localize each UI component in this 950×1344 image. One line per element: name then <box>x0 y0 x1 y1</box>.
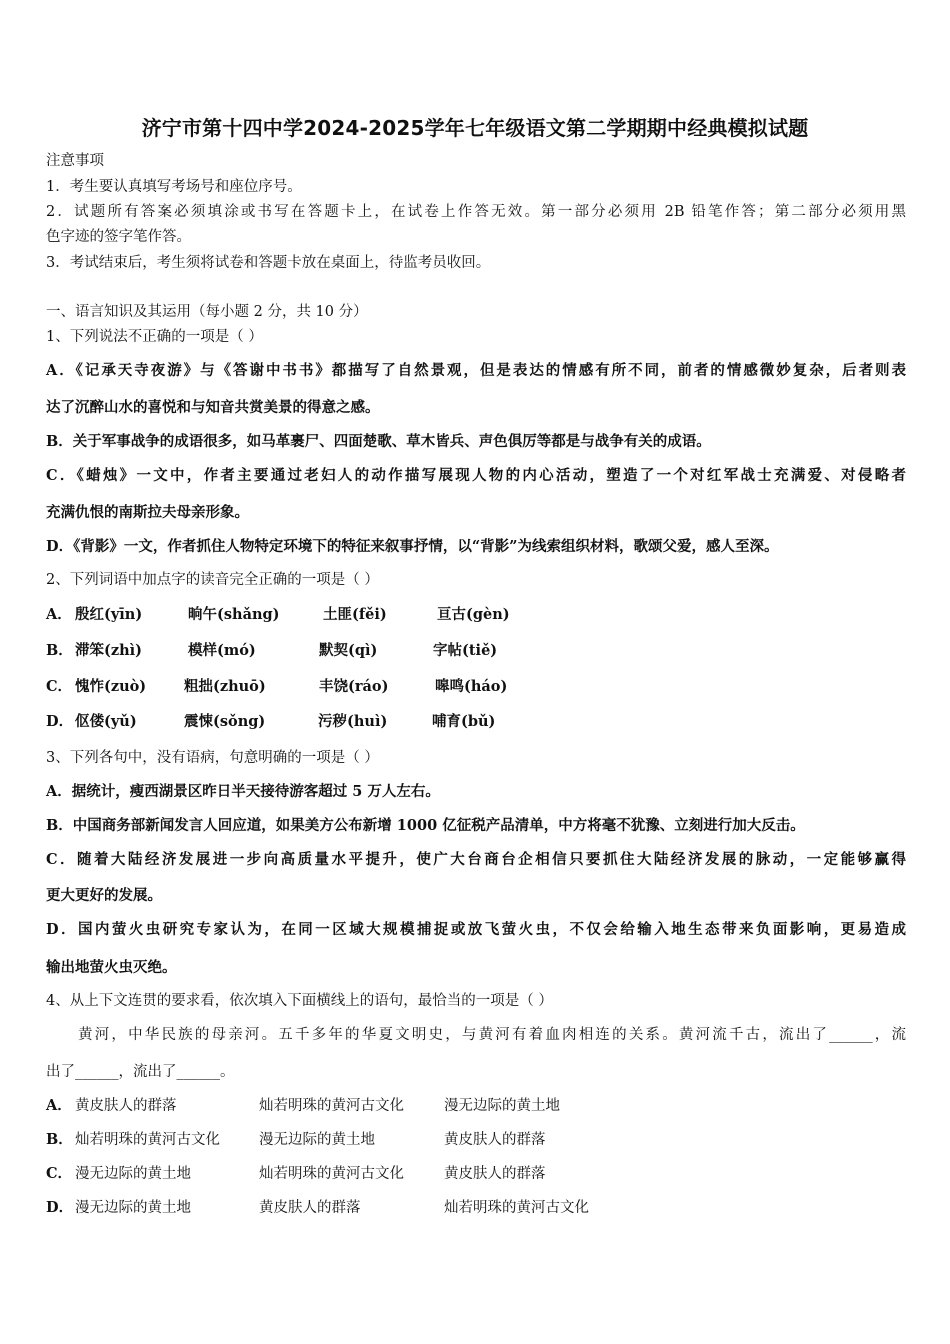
q1-option-a-cont: 达了沉醉山水的喜悦和与知音共赏美景的得意之感。 <box>46 399 380 416</box>
q1-option-d: D．《背影》一文，作者抓住人物特定环境下的特征来叙事抒情，以“背影”为线索组织材料，歌颂父爱，感人至深。 <box>46 538 779 555</box>
phrase-item: 黄皮肤人的群落 <box>444 1132 546 1148</box>
word-item: 默契(qì) <box>319 642 378 659</box>
notice-item-2-cont: 色字迹的签字笔作答。 <box>46 229 191 245</box>
option-label: C． <box>46 678 73 695</box>
word-item: 模样(mó) <box>188 642 256 659</box>
phrase-item: 黄皮肤人的群落 <box>75 1098 177 1114</box>
phrase-item: 黄皮肤人的群落 <box>444 1166 546 1182</box>
q1-option-b: B．关于军事战争的成语很多，如马革裹尸、四面楚歌、草木皆兵、声色俱厉等都是与战争有关的成语。 <box>46 433 711 450</box>
q1-stem: 1、下列说法不正确的一项是（ ） <box>46 329 263 345</box>
q3-option-a: A．据统计，瘦西湖景区昨日半天接待游客超过 5 万人左右。 <box>46 783 440 800</box>
q3-option-b: B．中国商务部新闻发言人回应道，如果美方公布新增 1000 亿征税产品清单，中方将毫不犹豫、立刻进行加大反击。 <box>46 817 805 834</box>
phrase-item: 灿若明珠的黄河古文化 <box>259 1098 404 1114</box>
word-item: 伛偻(yǔ) <box>75 713 137 730</box>
word-item: 愧怍(zuò) <box>75 678 147 695</box>
q3-option-c-cont: 更大更好的发展。 <box>46 887 162 904</box>
q1-option-a: A．《记承天寺夜游》与《答谢中书书》都描写了自然景观，但是表达的情感有所不同，前者的情感微妙复杂，后者则表 <box>46 362 906 379</box>
phrase-item: 灿若明珠的黄河古文化 <box>259 1166 404 1182</box>
section-heading: 一、语言知识及其运用（每小题 2 分，共 10 分） <box>46 304 368 320</box>
option-label: B． <box>46 642 73 659</box>
q1-option-c-cont: 充满仇恨的南斯拉夫母亲形象。 <box>46 504 249 521</box>
notice-heading: 注意事项 <box>46 153 104 169</box>
option-label: B． <box>46 1131 73 1148</box>
word-item: 亘古(gèn) <box>437 606 510 623</box>
q2-stem: 2、下列词语中加点字的读音完全正确的一项是（ ） <box>46 572 379 588</box>
q4-stem: 4、从上下文连贯的要求看，依次填入下面横线上的语句，最恰当的一项是（ ） <box>46 993 553 1009</box>
word-item: 污秽(huì) <box>318 713 388 730</box>
word-item: 晌午(shǎng) <box>188 606 280 623</box>
q3-option-d: D．国内萤火虫研究专家认为，在同一区域大规模捕捉或放飞萤火虫，不仅会给输入地生态带来负面影响，更易造成 <box>46 921 906 938</box>
phrase-item: 漫无边际的黄土地 <box>259 1132 375 1148</box>
q3-option-d-cont: 输出地萤火虫灭绝。 <box>46 959 177 976</box>
phrase-item: 漫无边际的黄土地 <box>75 1200 191 1216</box>
page-title: 济宁市第十四中学2024-2025学年七年级语文第二学期期中经典模拟试题 <box>141 116 809 140</box>
word-item: 丰饶(ráo) <box>319 678 389 695</box>
q3-stem: 3、下列各句中，没有语病，句意明确的一项是（ ） <box>46 750 379 766</box>
word-item: 字帖(tiě) <box>433 642 498 659</box>
phrase-item: 漫无边际的黄土地 <box>75 1166 191 1182</box>
q1-option-c: C．《蜡烛》一文中，作者主要通过老妇人的动作描写展现人物的内心活动，塑造了一个对红军战士充满爱、对侵略者 <box>46 467 906 484</box>
q3-option-c: C．随着大陆经济发展进一步向高质量水平提升，使广大台商台企相信只要抓住大陆经济发展的脉动，一定能够赢得 <box>46 851 906 868</box>
phrase-item: 灿若明珠的黄河古文化 <box>75 1132 220 1148</box>
phrase-item: 灿若明珠的黄河古文化 <box>444 1200 589 1216</box>
option-label: C． <box>46 1165 73 1182</box>
word-item: 嗥鸣(háo) <box>435 678 508 695</box>
phrase-item: 黄皮肤人的群落 <box>259 1200 361 1216</box>
word-item: 殷红(yīn) <box>75 606 143 623</box>
q4-passage-cont: 出了______，流出了______。 <box>46 1064 235 1080</box>
notice-item-2: 2．试题所有答案必须填涂或书写在答题卡上，在试卷上作答无效。第一部分必须用 2B 铅笔作答；第二部分必须用黑 <box>46 204 906 220</box>
word-item: 土匪(fěi) <box>323 606 387 623</box>
notice-item-3: 3．考试结束后，考生须将试卷和答题卡放在桌面上，待监考员收回。 <box>46 255 491 271</box>
option-label: A． <box>46 1097 72 1114</box>
option-label: D． <box>46 1199 74 1216</box>
notice-item-1: 1．考生要认真填写考场号和座位序号。 <box>46 179 302 195</box>
phrase-item: 漫无边际的黄土地 <box>444 1098 560 1114</box>
word-item: 哺育(bǔ) <box>432 713 496 730</box>
word-item: 震悚(sǒng) <box>184 713 266 730</box>
q4-passage: 黄河，中华民族的母亲河。五千多年的华夏文明史，与黄河有着血肉相连的关系。黄河流千古，流出了______，流 <box>78 1027 906 1043</box>
option-label: D． <box>46 713 74 730</box>
word-item: 滞笨(zhì) <box>75 642 143 659</box>
word-item: 粗拙(zhuō) <box>184 678 266 695</box>
option-label: A． <box>46 606 72 623</box>
